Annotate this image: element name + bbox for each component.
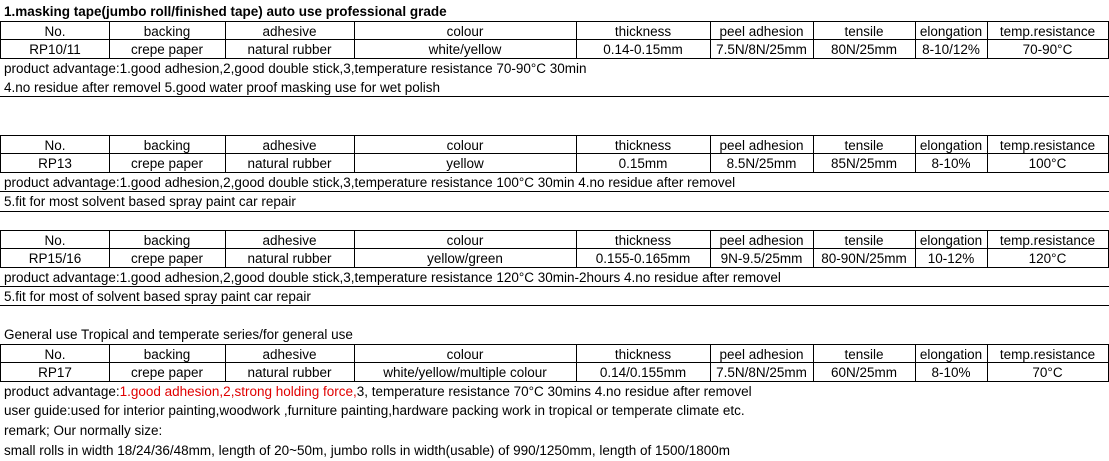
product-colour: white/yellow/multiple colour (354, 363, 577, 382)
header-backing: backing (109, 135, 226, 154)
user-guide-text: user guide:used for interior painting,woodwork ,furniture painting,hardware packing work in tropical or temperate climate etc. (4, 403, 745, 418)
product-temp-resistance: 70-90°C (987, 40, 1109, 59)
general-heading: General use Tropical and temperate series/for general use (4, 327, 353, 342)
product-temp-resistance: 70°C (987, 363, 1109, 382)
product-no: RP13 (0, 154, 110, 173)
product-elongation: 8-10% (915, 363, 988, 382)
product-thickness: 0.14-0.15mm (576, 40, 711, 59)
product-peel-adhesion: 7.5N/8N/25mm (710, 363, 814, 382)
product-colour: yellow (354, 154, 577, 173)
header-thickness: thickness (576, 344, 711, 363)
header-elongation: elongation (915, 135, 988, 154)
header-no: No. (0, 21, 110, 40)
header-elongation: elongation (915, 344, 988, 363)
product-peel-adhesion: 9N-9.5/25mm (710, 249, 814, 268)
product-thickness: 0.14/0.155mm (576, 363, 711, 382)
product-advantage-text: product advantage:1.good adhesion,2,good double stick,3,temperature resistance 100°C 30min 4.no residue after removel (4, 175, 736, 190)
product-elongation: 8-10/12% (915, 40, 988, 59)
product-adhesive: natural rubber (225, 154, 355, 173)
header-row-3 (0, 230, 1109, 249)
product-tensile: 80-90N/25mm (813, 249, 916, 268)
header-no: No. (0, 344, 110, 363)
header-tensile: tensile (813, 230, 916, 249)
section-divider (0, 96, 1109, 97)
header-colour: colour (354, 135, 577, 154)
section-divider (0, 305, 1109, 306)
product-note-text: 4.no residue after removel 5.good water proof masking use for wet polish (4, 80, 440, 95)
header-adhesive: adhesive (225, 135, 355, 154)
header-tensile: tensile (813, 344, 916, 363)
sizes-text: small rolls in width 18/24/36/48mm, length of 20~50m, jumbo rolls in width(usable) of 990/1250mm, length of 1500/1800m (4, 443, 731, 458)
header-thickness: thickness (576, 135, 711, 154)
header-tensile: tensile (813, 135, 916, 154)
remark-text: remark; Our normally size: (4, 423, 163, 438)
header-peel-adhesion: peel adhesion (710, 344, 814, 363)
product-peel-adhesion: 8.5N/25mm (710, 154, 814, 173)
product-elongation: 10-12% (915, 249, 988, 268)
header-no: No. (0, 230, 110, 249)
header-peel-adhesion: peel adhesion (710, 21, 814, 40)
advantage-highlight: 1.good adhesion,2,strong holding force, (119, 384, 357, 399)
page-title: 1.masking tape(jumbo roll/finished tape) auto use professional grade (4, 4, 447, 19)
header-row-2 (0, 135, 1109, 154)
product-colour: white/yellow (354, 40, 577, 59)
product-backing: crepe paper (109, 249, 226, 268)
product-elongation: 8-10% (915, 154, 988, 173)
product-tensile: 85N/25mm (813, 154, 916, 173)
header-peel-adhesion: peel adhesion (710, 135, 814, 154)
general-advantage-text (4, 382, 752, 401)
product-adhesive: natural rubber (225, 40, 355, 59)
product-backing: crepe paper (109, 154, 226, 173)
header-elongation: elongation (915, 230, 988, 249)
product-note-text: 5.fit for most of solvent based spray paint car repair (4, 289, 311, 304)
advantage-rest: 3, temperature resistance 70°C 30mins 4.no residue after removel (356, 384, 752, 399)
header-tensile: tensile (813, 21, 916, 40)
product-no: RP15/16 (0, 249, 110, 268)
header-thickness: thickness (576, 230, 711, 249)
header-adhesive: adhesive (225, 344, 355, 363)
header-adhesive: adhesive (225, 230, 355, 249)
product-backing: crepe paper (109, 363, 226, 382)
header-elongation: elongation (915, 21, 988, 40)
product-advantage-text: product advantage:1.good adhesion,2,good double stick,3,temperature resistance 120°C 30min-2hours 4.no residue after removel (4, 270, 781, 285)
product-backing: crepe paper (109, 40, 226, 59)
product-row-rp15 (0, 249, 1109, 268)
header-colour: colour (354, 344, 577, 363)
header-backing: backing (109, 230, 226, 249)
product-tensile: 80N/25mm (813, 40, 916, 59)
product-adhesive: natural rubber (225, 363, 355, 382)
header-row-4 (0, 344, 1109, 363)
product-colour: yellow/green (354, 249, 577, 268)
section-divider (0, 211, 1109, 212)
header-temp-resistance: temp.resistance (987, 230, 1109, 249)
header-temp-resistance: temp.resistance (987, 21, 1109, 40)
header-row-1 (0, 21, 1109, 40)
product-no: RP17 (0, 363, 110, 382)
product-row-rp13 (0, 154, 1109, 173)
header-thickness: thickness (576, 21, 711, 40)
product-no: RP10/11 (0, 40, 110, 59)
product-thickness: 0.155-0.165mm (576, 249, 711, 268)
product-peel-adhesion: 7.5N/8N/25mm (710, 40, 814, 59)
header-colour: colour (354, 230, 577, 249)
product-temp-resistance: 120°C (987, 249, 1109, 268)
product-thickness: 0.15mm (576, 154, 711, 173)
product-tensile: 60N/25mm (813, 363, 916, 382)
product-row-rp17 (0, 363, 1109, 382)
header-peel-adhesion: peel adhesion (710, 230, 814, 249)
product-advantage-text: product advantage:1.good adhesion,2,good double stick,3,temperature resistance 70-90°C 30min (4, 61, 587, 76)
header-colour: colour (354, 21, 577, 40)
header-backing: backing (109, 21, 226, 40)
product-row-rp10 (0, 40, 1109, 59)
product-temp-resistance: 100°C (987, 154, 1109, 173)
product-adhesive: natural rubber (225, 249, 355, 268)
header-temp-resistance: temp.resistance (987, 135, 1109, 154)
header-temp-resistance: temp.resistance (987, 344, 1109, 363)
header-no: No. (0, 135, 110, 154)
header-adhesive: adhesive (225, 21, 355, 40)
product-note-text: 5.fit for most solvent based spray paint car repair (4, 194, 296, 209)
advantage-prefix: product advantage: (4, 384, 120, 399)
header-backing: backing (109, 344, 226, 363)
